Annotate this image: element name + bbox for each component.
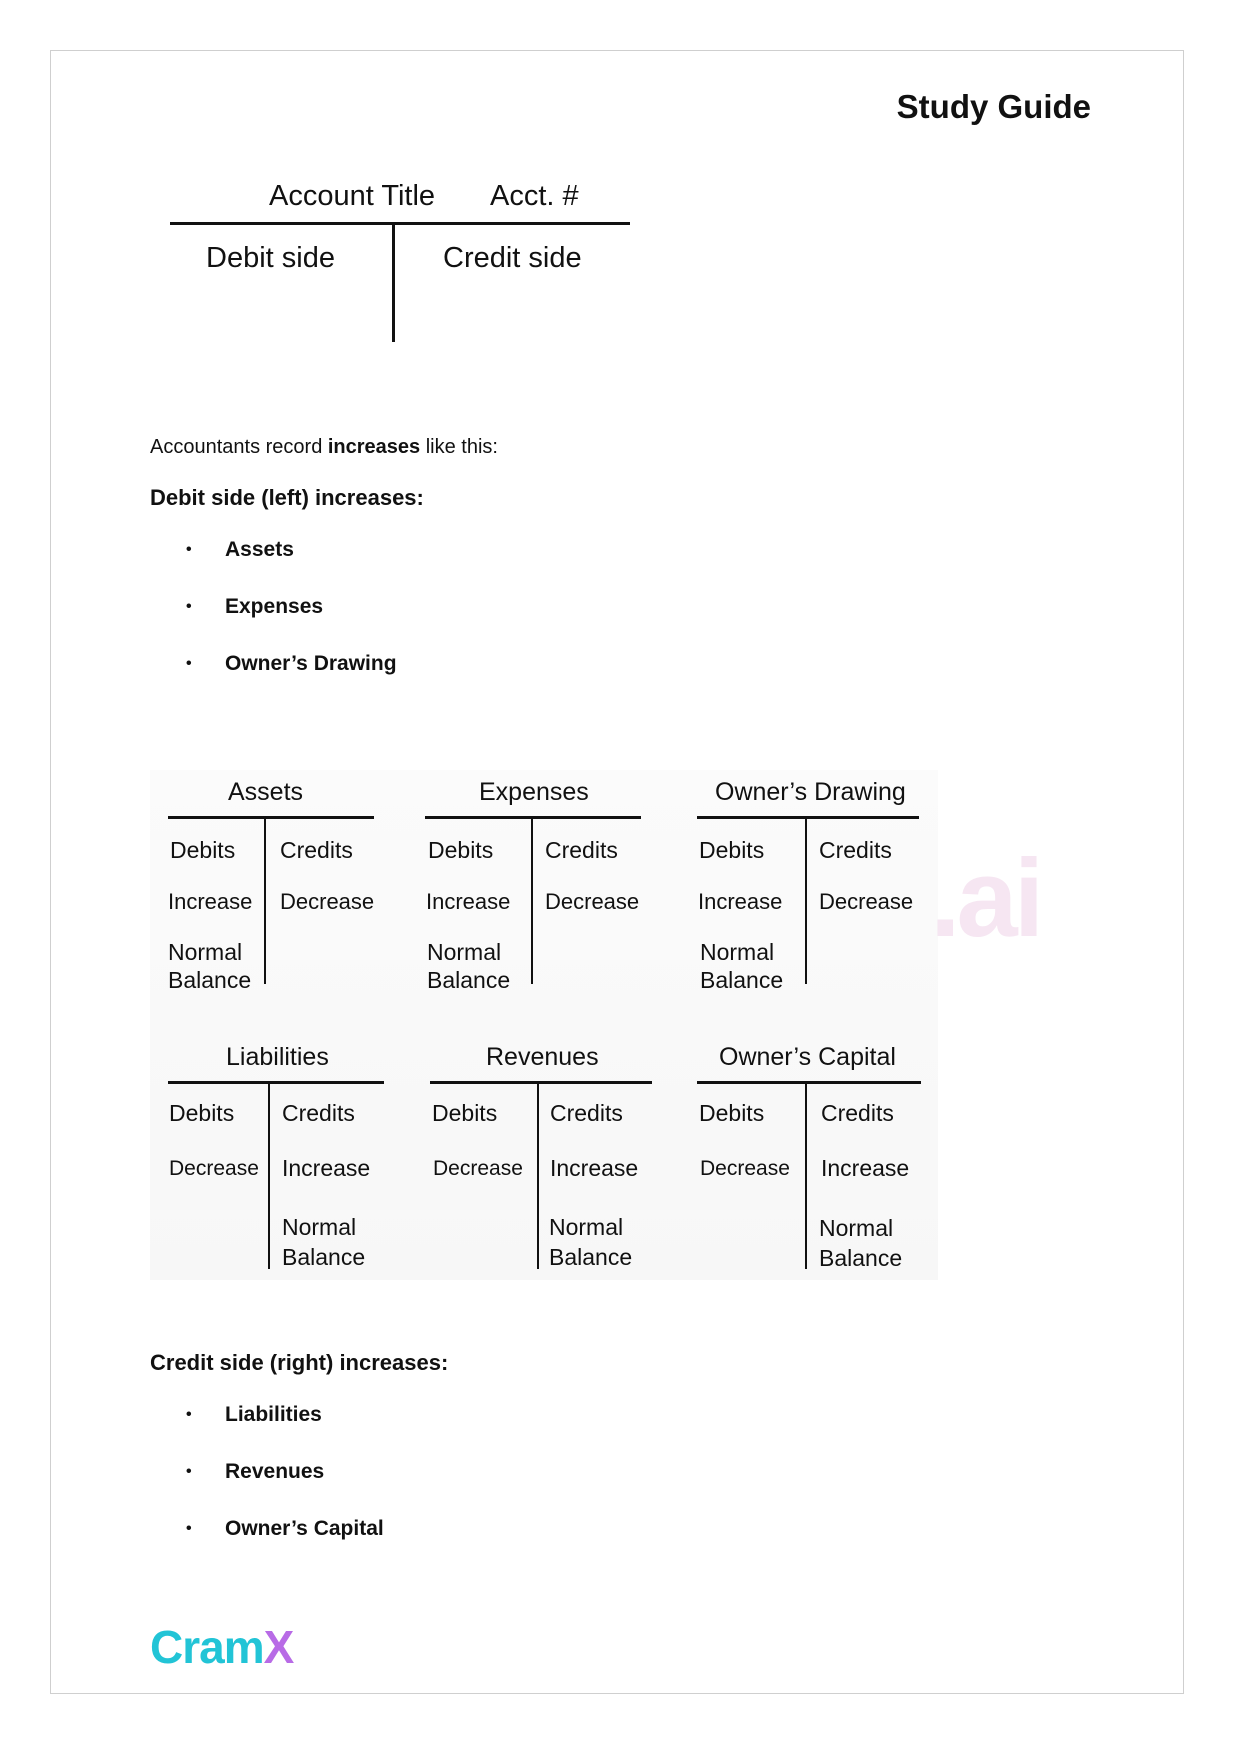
list-item: • Liabilities: [150, 1403, 384, 1460]
debits-label: Debits: [169, 1100, 235, 1126]
right-effect: Decrease: [819, 889, 914, 914]
left-effect: Increase: [426, 889, 511, 914]
normal-balance-line2: Balance: [282, 1244, 366, 1270]
account-title-label: Account Title: [269, 180, 436, 212]
debits-label: Debits: [428, 837, 494, 863]
t-account-divider: [805, 818, 807, 984]
normal-balance-line1: Normal: [168, 939, 243, 965]
list-item: • Assets: [150, 538, 397, 595]
list-item: • Owner’s Capital: [150, 1517, 384, 1574]
t-account-divider: [805, 1083, 807, 1269]
right-effect: Increase: [282, 1155, 371, 1181]
debit-section-heading: Debit side (left) increases:: [150, 485, 424, 510]
watermark: .ai: [930, 837, 1041, 960]
normal-balance-line1: Normal: [819, 1215, 894, 1241]
normal-balance-line2: Balance: [549, 1244, 633, 1270]
debit-list: [150, 538, 397, 709]
t-account-top-line: [697, 816, 919, 819]
t-account-top-line: [425, 816, 641, 819]
template-top-line: [170, 222, 630, 225]
logo-text-x: X: [263, 1621, 294, 1673]
normal-balance-line1: Normal: [700, 939, 775, 965]
normal-balance-line2: Balance: [168, 967, 252, 993]
normal-balance-line2: Balance: [700, 967, 784, 993]
intro-bold: increases: [327, 436, 421, 458]
intro-prefix: Accountants record: [150, 436, 328, 458]
debit-side-label: Debit side: [206, 242, 335, 274]
credit-list: [150, 1403, 384, 1574]
t-account-title: Expenses: [479, 778, 589, 806]
normal-balance-line2: Balance: [427, 967, 511, 993]
normal-balance-line2: Balance: [819, 1245, 903, 1271]
normal-balance-line1: Normal: [549, 1214, 624, 1240]
right-effect: Increase: [550, 1155, 639, 1181]
credits-label: Credits: [545, 837, 618, 863]
right-effect: Decrease: [545, 889, 640, 914]
cramx-logo: [150, 1620, 293, 1674]
t-account-divider: [264, 818, 266, 984]
debits-label: Debits: [432, 1100, 498, 1126]
t-account-top-line: [168, 1081, 384, 1084]
credit-side-label: Credit side: [443, 242, 582, 274]
normal-balance-line1: Normal: [427, 939, 502, 965]
t-account-divider: [537, 1083, 539, 1269]
list-item: • Owner’s Drawing: [150, 652, 397, 709]
t-account-top-line: [430, 1081, 652, 1084]
account-number-label: Acct. #: [490, 180, 579, 212]
template-divider: [392, 224, 395, 342]
debits-label: Debits: [170, 837, 236, 863]
t-account-title: Owner’s Drawing: [715, 778, 906, 806]
t-account-top-line: [168, 816, 374, 819]
credits-label: Credits: [819, 837, 892, 863]
debits-label: Debits: [699, 837, 765, 863]
left-effect: Increase: [168, 889, 253, 914]
left-effect: Decrease: [169, 1157, 259, 1180]
page-title: Study Guide: [896, 88, 1091, 125]
debits-label: Debits: [699, 1100, 765, 1126]
intro-text: [150, 436, 498, 459]
t-account-divider: [268, 1083, 270, 1269]
t-account-title: Owner’s Capital: [719, 1043, 896, 1071]
t-account-title: Revenues: [486, 1043, 599, 1071]
normal-balance-line1: Normal: [282, 1214, 357, 1240]
list-item: • Expenses: [150, 595, 397, 652]
credits-label: Credits: [550, 1100, 623, 1126]
logo-text-cram: Cram: [150, 1621, 264, 1673]
t-account-title: Assets: [228, 778, 304, 806]
credit-section-heading: Credit side (right) increases:: [150, 1350, 449, 1375]
left-effect: Increase: [698, 889, 783, 914]
left-effect: Decrease: [700, 1157, 790, 1180]
right-effect: Decrease: [280, 889, 375, 914]
t-account-title: Liabilities: [226, 1043, 329, 1071]
credits-label: Credits: [282, 1100, 355, 1126]
t-account-divider: [531, 818, 533, 984]
credits-label: Credits: [821, 1100, 894, 1126]
right-effect: Increase: [821, 1155, 910, 1181]
t-account-top-line: [697, 1081, 921, 1084]
list-item: • Revenues: [150, 1460, 384, 1517]
left-effect: Decrease: [433, 1157, 523, 1180]
intro-suffix: like this:: [420, 436, 498, 458]
credits-label: Credits: [280, 837, 353, 863]
